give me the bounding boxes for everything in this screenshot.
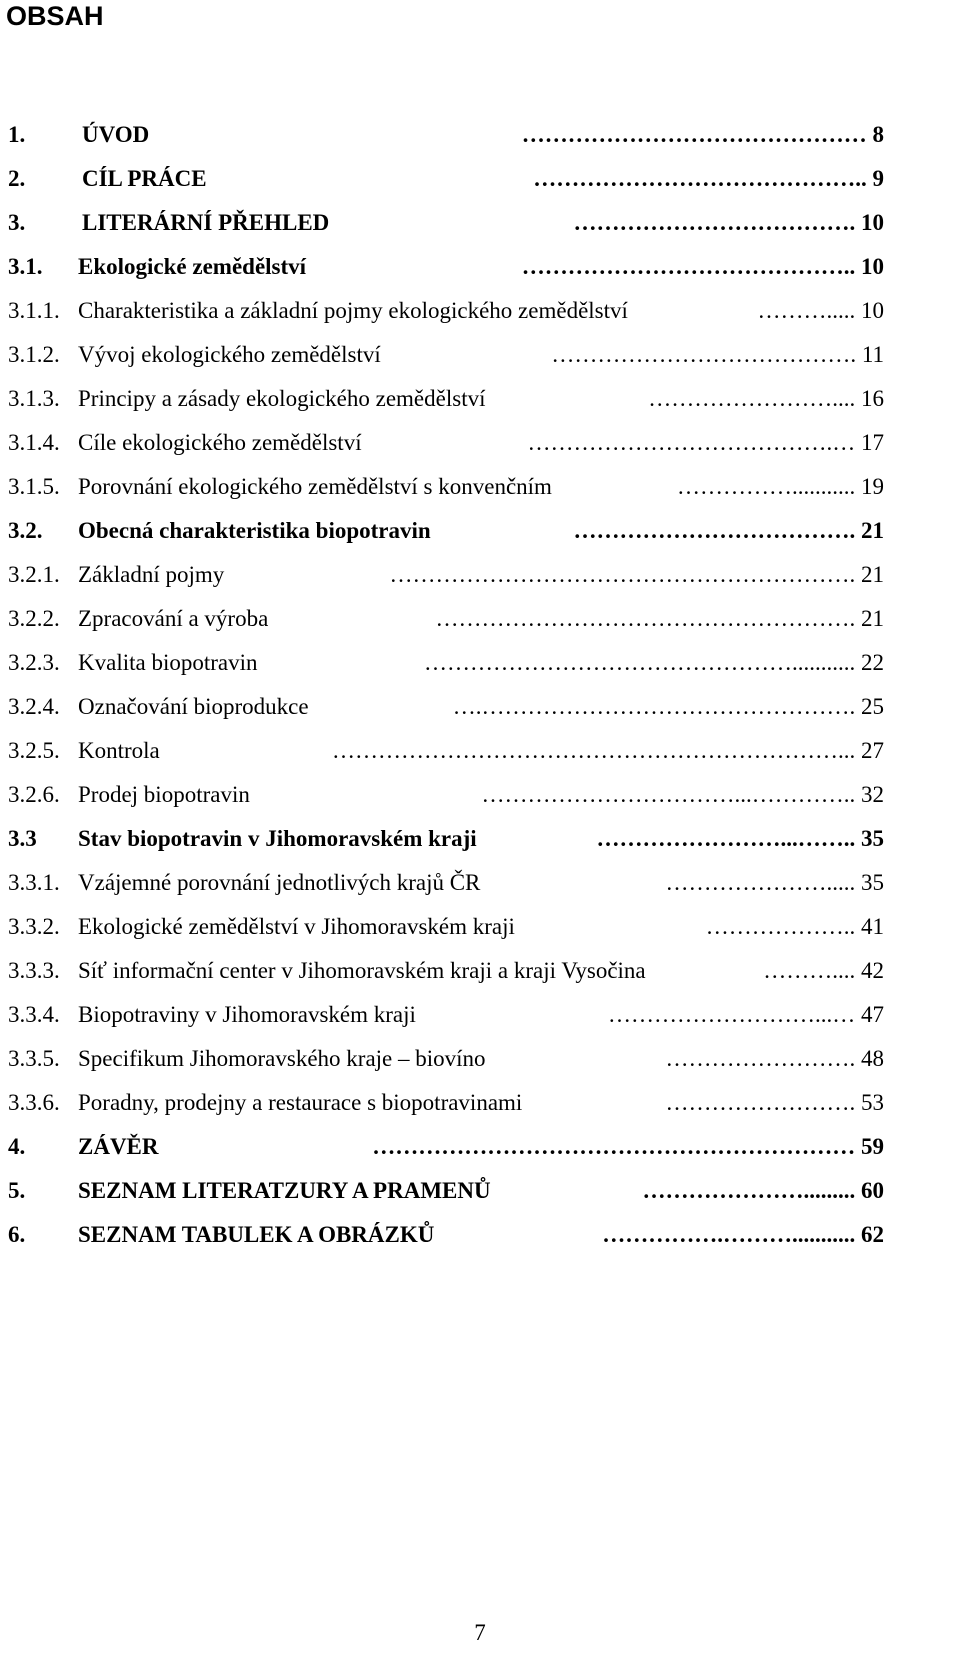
toc-entry-number: 3.3.6. bbox=[8, 1090, 60, 1115]
toc-entry[interactable] bbox=[8, 1042, 884, 1076]
toc-entry-page: ………………………………………………. 21 bbox=[435, 606, 884, 631]
toc-entry-title: Kvalita biopotravin bbox=[78, 650, 258, 675]
toc-entry-number: 1. bbox=[8, 122, 26, 147]
toc-entry[interactable] bbox=[8, 1130, 884, 1164]
toc-entry-title: Charakteristika a základní pojmy ekologického zemědělství bbox=[78, 298, 628, 323]
toc-entry-title: Vývoj ekologického zemědělství bbox=[78, 342, 381, 367]
toc-entry-page: …………………......... 60 bbox=[642, 1178, 884, 1203]
toc-entry[interactable] bbox=[8, 778, 884, 812]
toc-entry-page: ……………………………………………………… 59 bbox=[372, 1134, 884, 1159]
toc-entry-title: SEZNAM TABULEK A OBRÁZKŮ bbox=[78, 1222, 435, 1247]
toc-entry-page: …………………………………………………………... 27 bbox=[332, 738, 884, 763]
toc-entry-title: Principy a zásady ekologického zemědělství bbox=[78, 386, 486, 411]
toc-entry-number: 3.3.4. bbox=[8, 1002, 60, 1027]
toc-entry-page: ………..... 10 bbox=[757, 298, 884, 323]
toc-entry[interactable] bbox=[8, 426, 884, 460]
toc-entry-number: 2. bbox=[8, 166, 26, 191]
toc-entry[interactable] bbox=[8, 602, 884, 636]
toc-entry-title: Síť informační center v Jihomoravském kraji a kraji Vysočina bbox=[78, 958, 646, 983]
toc-entry-title: Biopotraviny v Jihomoravském kraji bbox=[78, 1002, 416, 1027]
toc-entry-number: 3.1.1. bbox=[8, 298, 60, 323]
toc-entry-page: ……………………………………… 8 bbox=[521, 122, 884, 147]
toc-entry[interactable] bbox=[8, 294, 884, 328]
toc-entry[interactable] bbox=[8, 206, 884, 240]
toc-entry-number: 3.2. bbox=[8, 518, 43, 543]
page-title: OBSAH bbox=[6, 1, 104, 31]
toc-entry-title: Stav biopotravin v Jihomoravském kraji bbox=[78, 826, 477, 851]
toc-entry[interactable] bbox=[8, 646, 884, 680]
toc-entry[interactable] bbox=[8, 470, 884, 504]
toc-entry-number: 3. bbox=[8, 210, 26, 235]
toc-entry[interactable] bbox=[8, 162, 884, 196]
toc-entry-title: Specifikum Jihomoravského kraje – biovíno bbox=[78, 1046, 486, 1071]
toc-entry-page: ……………………………...………….. 32 bbox=[481, 782, 884, 807]
toc-entry-number: 3.1. bbox=[8, 254, 43, 279]
toc-entry-title: Základní pojmy bbox=[78, 562, 225, 587]
toc-entry[interactable] bbox=[8, 690, 884, 724]
toc-entry-title: Označování bioprodukce bbox=[78, 694, 309, 719]
toc-entry-page: …………………………………. 11 bbox=[551, 342, 884, 367]
toc-entry-number: 3.3.2. bbox=[8, 914, 60, 939]
toc-entry-page: ………………………………. 21 bbox=[573, 518, 884, 543]
toc-entry[interactable] bbox=[8, 382, 884, 416]
toc-entry-page: ………………………………. 10 bbox=[573, 210, 884, 235]
toc-entry-number: 3.1.4. bbox=[8, 430, 60, 455]
toc-entry-number: 4. bbox=[8, 1134, 26, 1159]
toc-entry-page: …………………..... 35 bbox=[665, 870, 884, 895]
toc-entry-page: ……………………………………………………. 21 bbox=[389, 562, 884, 587]
toc-entry[interactable] bbox=[8, 1218, 884, 1252]
toc-entry-page: ….…………………………………………. 25 bbox=[452, 694, 884, 719]
page-number: 7 bbox=[474, 1620, 486, 1645]
toc-entry-title: CÍL PRÁCE bbox=[82, 166, 207, 191]
toc-entry-number: 3.2.1. bbox=[8, 562, 60, 587]
toc-entry-page: ……………………...…….. 35 bbox=[596, 826, 884, 851]
toc-entry-number: 3.2.6. bbox=[8, 782, 60, 807]
toc-entry-number: 6. bbox=[8, 1222, 26, 1247]
toc-entry-number: 3.2.5. bbox=[8, 738, 60, 763]
toc-entry[interactable] bbox=[8, 822, 884, 856]
toc-entry-title: Prodej biopotravin bbox=[78, 782, 250, 807]
toc-entry-title: Vzájemné porovnání jednotlivých krajů ČR bbox=[78, 870, 481, 895]
toc-entry-title: Ekologické zemědělství bbox=[78, 254, 307, 279]
toc-entry-page: …………………………………………........... 22 bbox=[424, 650, 884, 675]
toc-entry-title: Ekologické zemědělství v Jihomoravském kraji bbox=[78, 914, 515, 939]
toc-entry-title: Poradny, prodejny a restaurace s biopotravinami bbox=[78, 1090, 523, 1115]
toc-entry-number: 3.2.3. bbox=[8, 650, 60, 675]
toc-entry-page: …………………………………….. 10 bbox=[521, 254, 884, 279]
toc-entry-number: 3.2.2. bbox=[8, 606, 60, 631]
toc-entry[interactable] bbox=[8, 118, 884, 152]
toc-entry-number: 3.1.5. bbox=[8, 474, 60, 499]
toc-entry[interactable] bbox=[8, 558, 884, 592]
toc-entry-title: Kontrola bbox=[78, 738, 160, 763]
toc-entry-number: 3.3 bbox=[8, 826, 37, 851]
toc-entry[interactable] bbox=[8, 910, 884, 944]
toc-entry-page: ……………….. 41 bbox=[705, 914, 884, 939]
toc-entry-number: 3.3.5. bbox=[8, 1046, 60, 1071]
toc-entry-page: ……………………. 53 bbox=[665, 1090, 884, 1115]
toc-entry-page: ………………………………….… 17 bbox=[527, 430, 884, 455]
toc-entry-page: …………….………........... 62 bbox=[602, 1222, 884, 1247]
toc-entry-page: ………………………...… 47 bbox=[608, 1002, 884, 1027]
toc-entry[interactable] bbox=[8, 954, 884, 988]
toc-entry[interactable] bbox=[8, 734, 884, 768]
toc-entry-title: LITERÁRNÍ PŘEHLED bbox=[82, 210, 330, 235]
toc-entry-number: 3.3.1. bbox=[8, 870, 60, 895]
toc-entry[interactable] bbox=[8, 514, 884, 548]
toc-entry[interactable] bbox=[8, 1086, 884, 1120]
toc-entry-page: ……………………. 48 bbox=[665, 1046, 884, 1071]
toc-entry-number: 3.3.3. bbox=[8, 958, 60, 983]
toc-entry[interactable] bbox=[8, 1174, 884, 1208]
toc-entry-page: ……………........... 19 bbox=[677, 474, 884, 499]
toc-entry[interactable] bbox=[8, 866, 884, 900]
toc-entry-number: 3.1.2. bbox=[8, 342, 60, 367]
toc-entry[interactable] bbox=[8, 250, 884, 284]
toc-entry-title: Obecná charakteristika biopotravin bbox=[78, 518, 431, 543]
toc-entry-title: ÚVOD bbox=[82, 122, 150, 147]
toc-entry-number: 5. bbox=[8, 1178, 26, 1203]
toc-entry-title: SEZNAM LITERATZURY A PRAMENŮ bbox=[78, 1178, 491, 1203]
toc-entry-number: 3.1.3. bbox=[8, 386, 60, 411]
toc-entry-page: …………………….... 16 bbox=[648, 386, 884, 411]
toc-entry-title: Porovnání ekologického zemědělství s konvenčním bbox=[78, 474, 552, 499]
toc-entry-page: ……….... 42 bbox=[763, 958, 884, 983]
toc-entry-page: …………………………………….. 9 bbox=[533, 166, 884, 191]
toc-entry-number: 3.2.4. bbox=[8, 694, 60, 719]
toc-entry-title: Cíle ekologického zemědělství bbox=[78, 430, 362, 455]
toc-entry[interactable] bbox=[8, 338, 884, 372]
toc-entry-title: ZÁVĚR bbox=[78, 1134, 159, 1159]
toc-entry[interactable] bbox=[8, 998, 884, 1032]
toc-entry-title: Zpracování a výroba bbox=[78, 606, 269, 631]
